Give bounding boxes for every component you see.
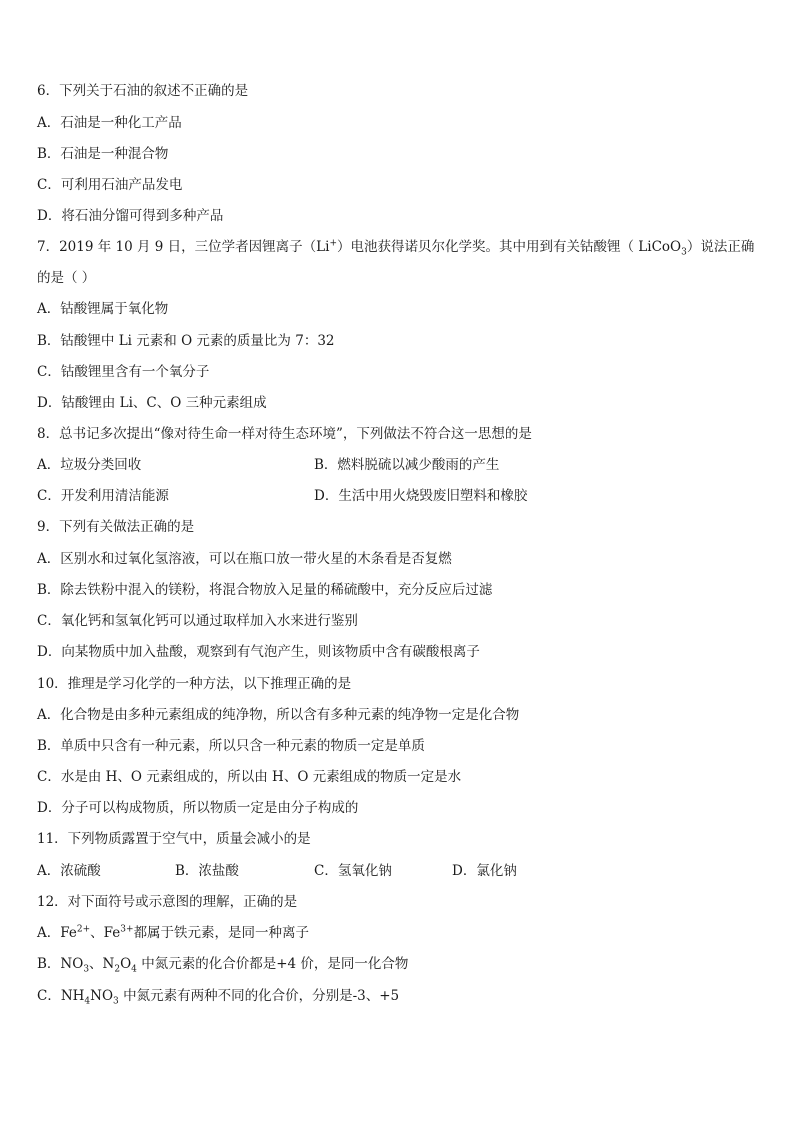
q12-b-mid2: O [120,956,132,972]
q12-a-rest: 都属于铁元素，是同一种离子 [133,925,310,941]
nh4-subscript: 4 [84,996,91,1007]
no3-subscript: 3 [83,964,90,975]
li-charge: + [329,238,337,249]
q12-option-b [37,954,408,974]
q10-option-c: C．水是由 H、O 元素组成的，所以由 H、O 元素组成的物质一定是水 [37,769,462,785]
q11-option-c: C．氢氧化钠 [314,863,392,879]
q8-option-c: C．开发利用清洁能源 [37,488,169,504]
q7-option-c: C．钴酸锂里含有一个氧分子 [37,364,210,380]
q10-option-a: A．化合物是由多种元素组成的纯净物，所以含有多种元素的纯净物一定是化合物 [37,707,520,723]
q9-option-c: C．氧化钙和氢氧化钙可以通过取样加入水来进行鉴别 [37,613,358,629]
q12-c-rest: 中氮元素有两种不同的化合价，分别是-3、+5 [118,988,400,1004]
q12-b-rest: 中氮元素的化合价都是+4 价，是同一化合物 [136,956,409,972]
q9-option-b: B．除去铁粉中混入的镁粉，将混合物放入足量的稀硫酸中，充分反应后过滤 [37,582,493,598]
q7-option-a: A．钴酸锂属于氧化物 [37,301,169,317]
q7-stem-part2: ）电池获得诺贝尔化学奖。其中用到有关钴酸锂（ LiCoO [337,239,682,255]
q12-a-mid: 、Fe [90,925,121,941]
q11-option-d: D．氯化钠 [452,863,517,879]
q12-c-mid: NO [90,988,114,1004]
q10-stem: 10．推理是学习化学的一种方法，以下推理正确的是 [37,676,352,692]
o4-subscript: 4 [131,964,137,975]
n2-subscript: 2 [114,964,121,975]
no3-subscript-2: 3 [113,996,119,1007]
q6-stem: 6．下列关于石油的叙述不正确的是 [37,83,249,99]
q11-option-a: A．浓硫酸 [37,863,101,879]
q10-option-d: D．分子可以构成物质，所以物质一定是由分子构成的 [37,800,359,816]
q8-option-d: D．生活中用火烧毁废旧塑料和橡胶 [314,488,528,504]
q11-option-b: B．浓盐酸 [175,863,239,879]
q7-option-d: D．钴酸锂由 Li、C、O 三种元素组成 [37,395,267,411]
oxygen-subscript: 3 [681,247,687,258]
fe2-charge: 2+ [76,924,91,935]
q12-c-prefix: C．NH [37,988,85,1004]
q7-stem [37,237,754,257]
q6-option-a: A．石油是一种化工产品 [37,115,182,131]
q10-option-b: B．单质中只含有一种元素，所以只含一种元素的物质一定是单质 [37,738,425,754]
q6-option-c: C．可利用石油产品发电 [37,177,183,193]
fe3-charge: 3+ [120,924,134,935]
q12-b-prefix: B．NO [37,956,84,972]
q9-option-d: D．向某物质中加入盐酸，观察到有气泡产生，则该物质中含有碳酸根离子 [37,644,480,660]
q11-stem: 11．下列物质露置于空气中，质量会减小的是 [37,831,311,847]
q7-stem-continued: 的是（ ） [37,270,96,286]
q6-option-b: B．石油是一种混合物 [37,146,169,162]
q9-option-a: A．区别水和过氧化氢溶液，可以在瓶口放一带火星的木条看是否复燃 [37,551,452,567]
q7-stem-part3: ）说法正确 [686,239,755,255]
q8-option-b: B．燃料脱硫以减少酸雨的产生 [314,457,500,473]
q12-a-prefix: A．Fe [37,925,77,941]
q7-option-b: B．钴酸锂中 Li 元素和 O 元素的质量比为 7：32 [37,333,335,349]
q7-stem-part1: 7．2019 年 10 月 9 日，三位学者因锂离子（Li [37,239,330,255]
q12-option-c [37,986,399,1006]
q12-option-a [37,923,309,943]
q12-stem: 12．对下面符号或示意图的理解，正确的是 [37,894,298,910]
q12-b-mid: 、N [89,956,115,972]
q8-option-a: A．垃圾分类回收 [37,457,142,473]
q9-stem: 9．下列有关做法正确的是 [37,519,195,535]
q6-option-d: D．将石油分馏可得到多种产品 [37,208,224,224]
q8-stem: 8．总书记多次提出“像对待生命一样对待生态环境”，下列做法不符合这一思想的是 [37,426,532,442]
